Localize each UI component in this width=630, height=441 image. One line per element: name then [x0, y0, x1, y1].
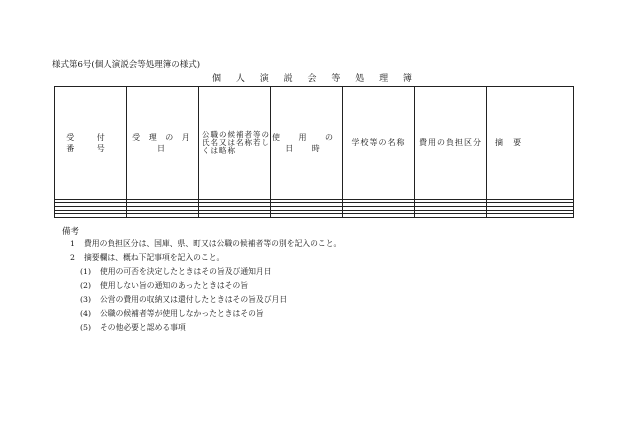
header-candidate-name: 公職の候補者等の氏名又は名称若しくは略称: [199, 87, 271, 200]
header-summary: 摘 要: [487, 87, 574, 200]
header-receipt-number: 受 付 番 号: [55, 87, 127, 200]
table-cell: [199, 214, 271, 218]
table-cell: [415, 214, 487, 218]
remarks-heading: 備考: [62, 227, 80, 237]
table-header-row: [55, 87, 574, 200]
form-label: 様式第6号(個人演説会等処理簿の様式): [52, 60, 201, 70]
header-cost-category: 費用の負担区分: [415, 87, 487, 200]
header-acceptance-date: 受 理 の 月 日: [127, 87, 199, 200]
register-table: [54, 86, 574, 218]
table-cell: [487, 214, 574, 218]
remark-item: 2 摘要欄は、概ね下記事項を記入のこと。: [70, 253, 225, 262]
remark-item: 1 費用の負担区分は、国庫、県、町又は公職の候補者等の別を記入のこと。: [70, 239, 342, 248]
header-use-datetime: 使 用 の 日 時: [271, 87, 343, 200]
header-school-name: 学校等の名称: [343, 87, 415, 200]
table-cell: [271, 214, 343, 218]
remark-subitem: (1) 使用の可否を決定したときはその旨及び通知月日: [80, 267, 272, 276]
table-row: [55, 214, 574, 218]
document-title: 個 人 演 説 会 等 処 理 簿: [212, 74, 418, 84]
table-cell: [343, 214, 415, 218]
remark-subitem: (4) 公職の候補者等が使用しなかったときはその旨: [80, 309, 264, 318]
table-cell: [55, 214, 127, 218]
remark-subitem: (2) 使用しない旨の通知のあったときはその旨: [80, 281, 249, 290]
remark-subitem: (3) 公営の費用の収納又は還付したときはその旨及び月日: [80, 295, 288, 304]
table-cell: [127, 214, 199, 218]
remark-subitem: (5) その他必要と認める事項: [80, 323, 186, 332]
